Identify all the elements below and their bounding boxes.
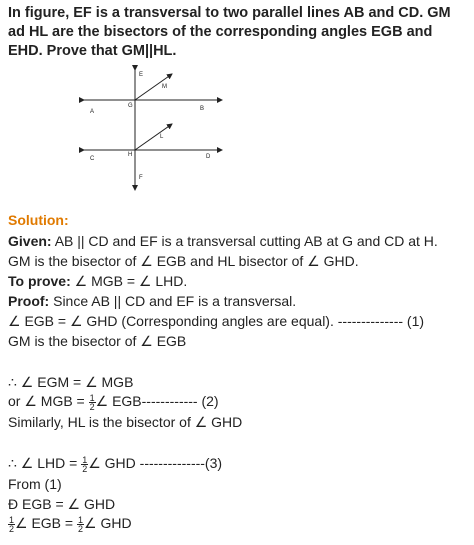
label-m: M bbox=[162, 84, 167, 90]
given-text: AB || CD and EF is a transversal cutting AB at G and CD at H. bbox=[51, 233, 438, 249]
line10-pre: ∴ ∠ LHD = bbox=[8, 455, 82, 471]
solution-line-13 bbox=[8, 515, 132, 533]
proof-text: Since AB || CD and EF is a transversal. bbox=[49, 293, 297, 309]
fraction-numerator: 1 bbox=[82, 454, 88, 465]
line10-post: ∠ GHD --------------(3) bbox=[88, 455, 223, 471]
bisector-hl bbox=[135, 124, 172, 150]
to-prove-text: ∠ MGB = ∠ LHD. bbox=[70, 273, 188, 289]
proof-label: Proof: bbox=[8, 293, 50, 309]
label-g: G bbox=[128, 103, 133, 109]
solution-line-11: From (1) bbox=[8, 476, 62, 492]
solution-line-10 bbox=[8, 455, 222, 473]
given-line bbox=[8, 233, 438, 250]
line13-mid: ∠ EGB = bbox=[15, 515, 77, 531]
label-b: B bbox=[200, 106, 205, 112]
fraction-half bbox=[77, 516, 84, 533]
fraction-half bbox=[8, 516, 15, 533]
fraction-denominator: 2 bbox=[89, 401, 95, 412]
fraction-numerator: 1 bbox=[89, 392, 95, 403]
fraction-half bbox=[89, 394, 96, 411]
given-label: Given: bbox=[8, 233, 52, 249]
solution-line-6: GM is the bisector of ∠ EGB bbox=[8, 333, 187, 349]
to-prove-label: To prove: bbox=[8, 273, 71, 289]
parallel-lines-figure bbox=[72, 64, 232, 194]
solution-line-7: ∴ ∠ EGM = ∠ MGB bbox=[8, 374, 134, 390]
solution-line-8 bbox=[8, 393, 219, 411]
fraction-numerator: 1 bbox=[9, 514, 15, 525]
label-h: H bbox=[128, 152, 133, 158]
line8-pre: or ∠ MGB = bbox=[8, 393, 89, 409]
label-c: C bbox=[90, 156, 95, 162]
to-prove-line bbox=[8, 273, 187, 290]
solution-line-5: ∠ EGB = ∠ GHD (Corresponding angles are equal). -------------- (1) bbox=[8, 313, 425, 329]
line8-post: ∠ EGB------------ (2) bbox=[95, 393, 219, 409]
fraction-denominator: 2 bbox=[82, 463, 88, 474]
solution-line-9: Similarly, HL is the bisector of ∠ GHD bbox=[8, 414, 243, 430]
solution-heading: Solution: bbox=[8, 212, 69, 228]
label-l: L bbox=[160, 134, 164, 140]
label-d: D bbox=[206, 154, 211, 160]
fraction-denominator: 2 bbox=[9, 523, 15, 534]
question-text: In figure, EF is a transversal to two parallel lines AB and CD. GM ad HL are the bisectors of the corresponding angles EGB and EHD. Prove that GM||HL. bbox=[8, 5, 451, 59]
solution-line-2: GM is the bisector of ∠ EGB and HL bisector of ∠ GHD. bbox=[8, 253, 359, 269]
line13-post: ∠ GHD bbox=[84, 515, 132, 531]
label-f: F bbox=[139, 175, 143, 181]
fraction-denominator: 2 bbox=[77, 523, 83, 534]
label-a: A bbox=[90, 109, 95, 115]
fraction-numerator: 1 bbox=[77, 514, 83, 525]
solution-line-12: Đ EGB = ∠ GHD bbox=[8, 496, 116, 512]
label-e: E bbox=[139, 72, 144, 78]
proof-line bbox=[8, 293, 296, 310]
